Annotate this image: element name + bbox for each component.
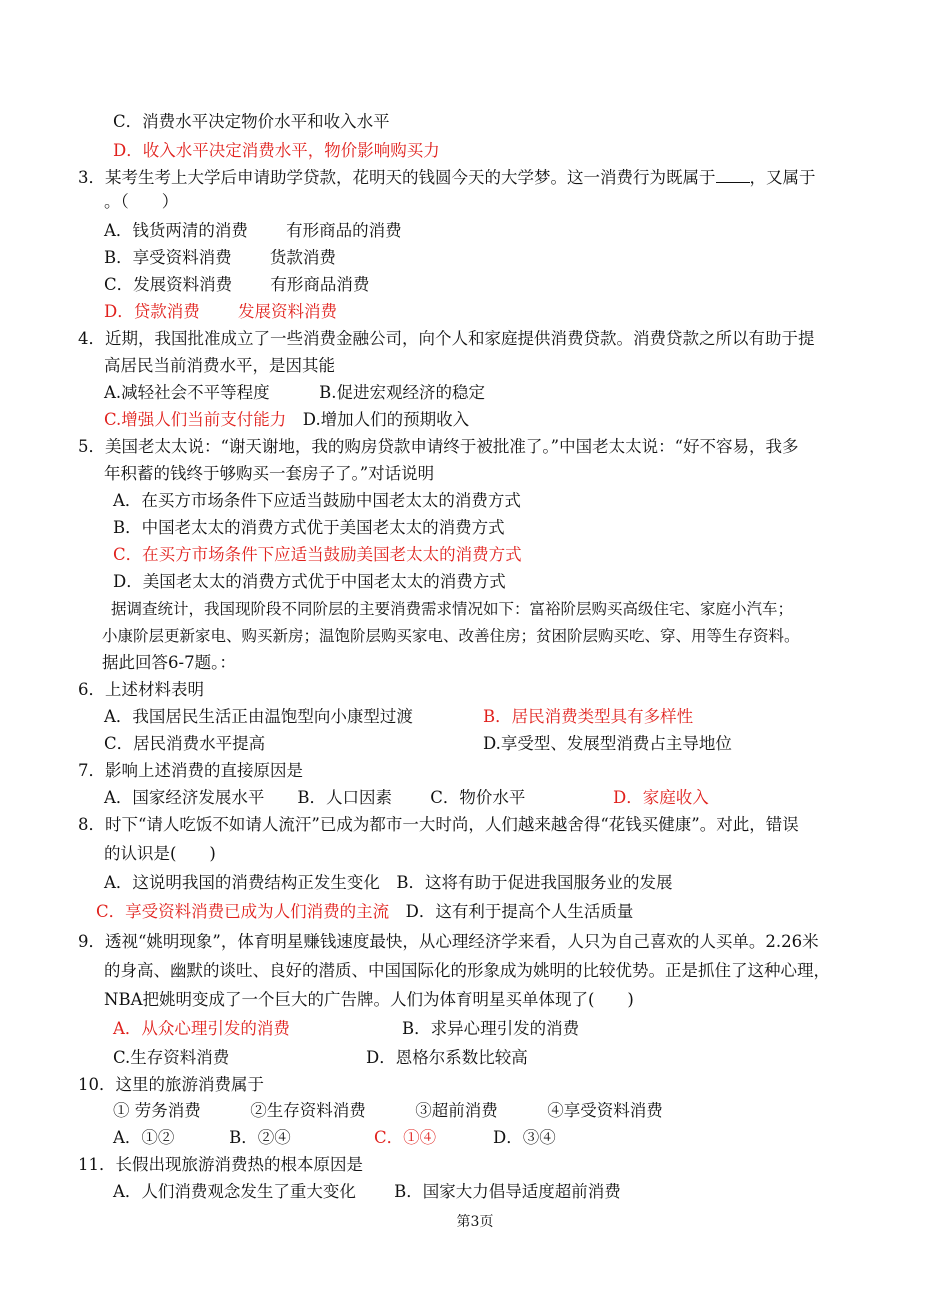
q5-option-a: A．在买方市场条件下应适当鼓励中国老太太的消费方式: [113, 491, 521, 510]
q6-option-b-answer: B．居民消费类型具有多样性: [483, 707, 694, 726]
q4-stem-cont: 高居民当前消费水平，是因其能: [104, 356, 335, 375]
q7-options-abc: A．国家经济发展水平 B．人口因素 C．物价水平: [104, 788, 526, 807]
q6-option-d: D.享受型、发展型消费占主导地位: [483, 734, 732, 753]
q9-option-d: D．恩格尔系数比较高: [366, 1048, 528, 1067]
q9-stem-cont-1: 的身高、幽默的谈吐、良好的潜质、中国国际化的形象成为姚明的比较优势。正是抓住了这种心理，: [104, 961, 830, 980]
q9-stem: 9．透视“姚明现象”，体育明星赚钱速度最快，从心理经济学来看，人只为自己喜欢的人买单。2.26米: [78, 932, 819, 951]
material-line-1: 据调查统计，我国现阶段不同阶层的主要消费需求情况如下：富裕阶层购买高级住宅、家庭小汽车；: [111, 600, 794, 618]
material-line-2: 小康阶层更新家电、购买新房；温饱阶层购买家电、改善住房；贫困阶层购买吃、穿、用等生存资料。: [102, 627, 800, 645]
material-line-3: 据此回答6-7题。：: [102, 653, 236, 672]
q4-options-cd: [104, 408, 469, 432]
q8-options-ab: A．这说明我国的消费结构正发生变化 B．这将有助于促进我国服务业的发展: [104, 873, 673, 892]
q3-blank: [716, 166, 750, 183]
q8-stem: 8．时下“请人吃饭不如请人流汗”已成为都市一大时尚，人们越来越舍得“花钱买健康”。对此，错误: [78, 815, 799, 834]
q11-options-ab: A．人们消费观念发生了重大变化 B．国家大力倡导适度超前消费: [113, 1182, 621, 1201]
q8-options-cd: [96, 900, 633, 924]
q4-option-c-answer: C.增强人们当前支付能力: [104, 410, 287, 429]
q9-option-b: B．求异心理引发的消费: [402, 1019, 580, 1038]
q2-option-d-answer: D．收入水平决定消费水平，物价影响购买力: [113, 141, 440, 160]
q3-stem-after: ，又属于: [749, 168, 816, 187]
q4-options-ab: A.减轻社会不平等程度 B.促进宏观经济的稳定: [104, 383, 486, 402]
q3-option-c: C．发展资料消费 有形商品消费: [104, 275, 370, 294]
q5-stem-cont: 年积蓄的钱终于够购买一套房子了。”对话说明: [104, 464, 435, 483]
q6-stem: 6．上述材料表明: [78, 680, 204, 699]
q3-stem: [78, 166, 816, 190]
q2-option-c: C．消费水平决定物价水平和收入水平: [113, 112, 390, 131]
q8-option-d: D．这有利于提高个人生活质量: [389, 902, 634, 921]
q3-option-a: A．钱货两清的消费 有形商品的消费: [104, 221, 402, 240]
q9-option-c: C.生存资料消费: [113, 1048, 230, 1067]
q5-option-b: B．中国老太太的消费方式优于美国老太太的消费方式: [113, 518, 505, 537]
q5-stem: 5．美国老太太说：“谢天谢地，我的购房贷款申请终于被批准了。”中国老太太说：“好不容易，我多: [78, 437, 799, 456]
q3-stem-text: 3．某考生考上大学后申请助学贷款，花明天的钱圆今天的大学梦。这一消费行为既属于: [78, 168, 716, 187]
q3-option-d-answer: D．贷款消费 发展资料消费: [104, 302, 337, 321]
q7-stem: 7．影响上述消费的直接原因是: [78, 761, 303, 780]
q5-option-c-answer: C．在买方市场条件下应适当鼓励美国老太太的消费方式: [113, 545, 522, 564]
q10-stem: 10．这里的旅游消费属于: [78, 1075, 264, 1094]
q10-option-d: D．③④: [493, 1128, 556, 1147]
q8-option-c-answer: C．享受资料消费已成为人们消费的主流: [96, 902, 390, 921]
q11-stem: 11．长假出现旅游消费热的根本原因是: [78, 1155, 363, 1174]
q5-option-d: D．美国老太太的消费方式优于中国老太太的消费方式: [113, 572, 506, 591]
q9-option-a-answer: A．从众心理引发的消费: [113, 1019, 290, 1038]
q8-stem-cont: 的认识是( ): [104, 844, 216, 863]
q10-option-c-answer: C．①④: [374, 1128, 437, 1147]
q3-stem-cont: 。（ ）: [104, 192, 179, 211]
q9-stem-cont-2: NBA把姚明变成了一个巨大的广告牌。人们为体育明星买单体现了( ): [104, 990, 634, 1009]
page-number: 第3页: [456, 1214, 494, 1230]
q10-items: ① 劳务消费 ②生存资料消费 ③超前消费 ④享受资料消费: [113, 1101, 663, 1120]
q4-stem: 4．近期，我国批准成立了一些消费金融公司，向个人和家庭提供消费贷款。消费贷款之所以有助于提: [78, 329, 815, 348]
q7-option-d-answer: D．家庭收入: [613, 788, 709, 807]
q6-option-c: C．居民消费水平提高: [104, 734, 266, 753]
q10-options-ab: A．①② B．②④: [113, 1128, 291, 1147]
q4-option-d: D.增加人们的预期收入: [286, 410, 470, 429]
q6-option-a: A．我国居民生活正由温饱型向小康型过渡: [104, 707, 413, 726]
q3-option-b: B．享受资料消费 货款消费: [104, 248, 336, 267]
